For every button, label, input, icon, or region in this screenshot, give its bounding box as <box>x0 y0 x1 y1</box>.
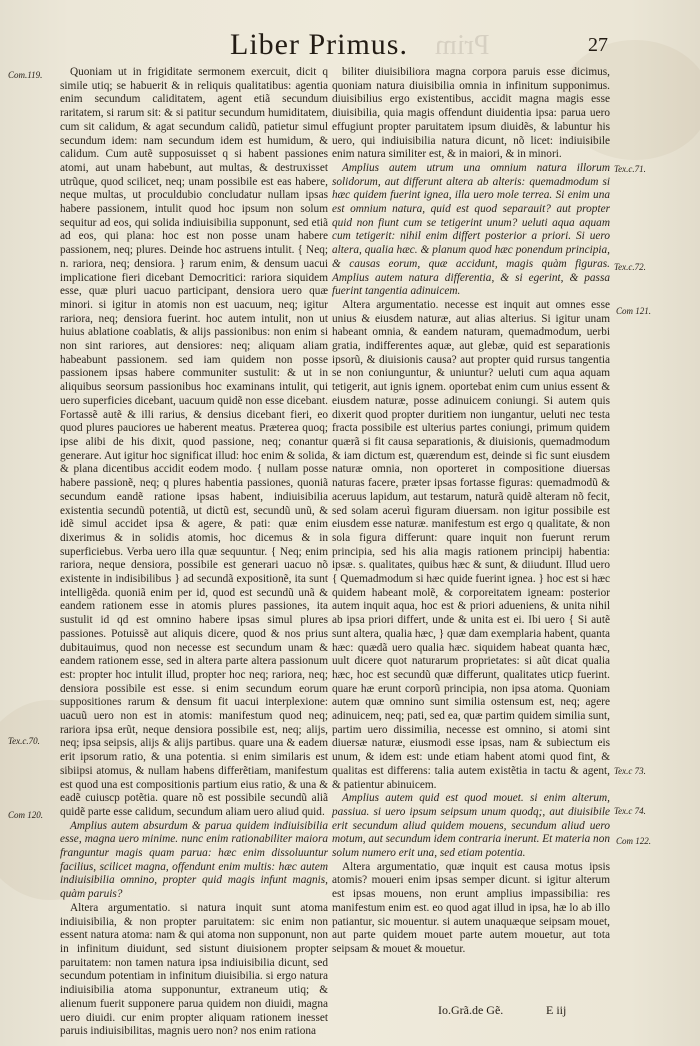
page-footer <box>438 1003 638 1023</box>
show-through-text: Prim <box>435 30 490 61</box>
left-text-column <box>60 66 328 1039</box>
page-title: Liber Primus. <box>230 28 408 61</box>
gathering-mark: E iij <box>546 1003 567 1017</box>
paragraph: Quoniam ut in frigiditate sermonem exercuit, dicit q simile utiq; se habuerit & in reliquis qualitatibus: agentia enim secundum caliditatem, agent etiã secundum raritatem, si rarum sit: & si patitur secundum humiditatem, cum sit calidum, & agat secundum calidũ, patietur simul secundum idem: nam secundum idem est humidum, & calidum. Cum autẽ supposuisset q si habent passiones atomi, aut unam habebunt, aut multas, & destruxisset utrũque, quod scilicet, neq; unam possibile est eas habere, neque multas, ut proculdubio concludatur nullam ipsas habere passionem, intulit quod hoc ipsum non solum sequitur ad eos, qui solida indiuisibilia supponunt, sed etiã ad eos, qui plana: hoc est non posse unam habere passionem, neq; plures. Deinde hoc astruens intulit. { Neq; n. rariora, neq; densiora. } rarum enim, & densum uacui implicatione fieri dicebant Democritici: rariora siquidem esse, quæ pluri uacuo participant, densiora uero quæ minori. si igitur in atomis non est uacuum, neq; igitur rariora, neq; densiora fuerint. hoc autem intulit, non ut huius ablatione coablatis, & alijs passionibus: non enim si non sint rariores, aut densiores: neq; aliquam aliam habeabunt passionem. sed iam quidem non posse passionem ipsas habere communiter sustulit: & ut in aliquibus seorsum passionibus hoc examinans intulit, qui uero superficies dicebant, uacuum quidẽ non esse dicebant. Fortassẽ autẽ & illi rarius, & densius dicebant fieri, eo quod plures pauciores ue haberent meatus. Præterea quoq; ipse alibi de his dixit, quod passione, neq; conantur generare. Aut igitur hoc significat illud: hoc enim & solida, & plana dicentibus accidit eodem modo. { nullam posse habere passionẽ, neq; q plures habentia passiones, quoniã secundum eandẽ ratione ipsas habent, indiuisibilia existentia secundũ potentiã, ut dictũ est, secundũ unũ, & idẽ simul accidet ipsa & agere, & pati: quæ enim dixerimus & in solidis atomis, hoc dicemus & in superficiebus. Verba uero illa quæ sequuntur. { Neq; enim rariora, neque densiora, possibile est generari uacuo nõ existente in indisibilibus } ad secundã expositionẽ, ita sunt intelligẽda. quoniã enim per id, quod est secundũ unã & eandem rationem esse in atomis plures passiones, ita sustulit id qd est omnino habere ipsas simul plures passiones. Potuissẽ aut aliquis dicere, quod & nos prius dubitauimus, quod non necesse est secundum unam & eandem rationem esse, sed in altera parte altera passionum est: propter hoc intulit illud, propter hoc neq; rariora, neq; densiora possibile est esse. si enim secundum eorum suppositiones rarum & densum fit uacui interplexione: uacuũ uero non est in atomis: manifestum quod neq; rariora ipsa erũt, neque densiora possibile est, neq; alijs, neq; ipsa seipsis, alijs & alijs partibus. quare una & eadem erit ipsorum ratio, & una potentia. si enim similaris est sibiipsi atomus, & nullam habens differẽtiam, manifestum est quod una est compositionis partium eius ratio, & una & eadẽ cuiuscp potẽtia. quare nõ est possibile secundũ aliã quidẽ parte esse calidum, secundum aliam uero aliud quid. <box>60 66 328 818</box>
page-number: 27 <box>588 34 608 56</box>
margin-note-commentary: Com 121. <box>616 306 652 316</box>
margin-note-text: Tex.c.71. <box>614 164 646 174</box>
margin-note-commentary: Com 122. <box>616 836 652 846</box>
running-header <box>230 28 630 68</box>
printer-signature: Io.Grã.de Gẽ. <box>438 1003 504 1017</box>
margin-note-text: Tex.c 73. <box>614 766 646 776</box>
paragraph: biliter diuisibiliora magna corpora paruis esse dicimus, quoniam natura diuisibilia omnia in infinitum supponimus. diuisibilius ergo existentibus, accidit magna magis esse diuisibilia, quia magis offendunt diuidentia ipsa: parua uero effugiunt propter paruitatem ipsum diuidẽs, & labuntur his uero, qui indiuisibilia natura dicunt, nõ licet: indiuisibile enim natura similiter est, & in maiori, & in minori. <box>332 66 610 161</box>
margin-note-text: Tex.c.72. <box>614 262 646 272</box>
margin-note-commentary: Com.119. <box>8 70 43 80</box>
margin-note-text: Tex.c 74. <box>614 806 646 816</box>
paragraph: Altera argumentatio. si natura inquit sunt atoma indiuisibilia, & non propter paruitatem: sic enim non essent natura atoma: nam & qui atoma non supponunt, non in infinitum diuidunt, sed sistunt diuisionem propter paruitatem: non tamen natura ipsa indiuisibilia dicunt, sed secundum potentiam in infinitum diuisibilia. si ergo natura indiuisibilia atoma supponuntur, extraneum utiq; & alienum fuerit supponere parua quidem non diuidi, magna uero diuidi. cur enim propter aliquam rationem inesset paruis indiuisibilitas, magnis uero non? nos enim rationa <box>60 901 328 1038</box>
margin-note-commentary: Com 120. <box>8 810 44 820</box>
paragraph: Amplius autem utrum una omnium natura illorum solidorum, aut differunt altera ab alteris: quemadmodum si hæc quidem fuerint ignea, illa uero mole terrea. Si enim una est omnium natura, quid est quod separauit? aut propter quid non fiunt cum se tetigerint unum? ueluti aqua aquam cum tetigerit: nihil enim differt posterior a priori. Si uero altera, qualia hæc. & planum quod hæc ponendum principia, & causas eorum, quæ accidunt, magis quàm figuras. Amplius autem natura differentia, & si egerint, & passa fuerint tangentia adinuicem. <box>332 161 610 298</box>
paragraph: Altera argumentatio. necesse est inquit aut omnes esse unius & eiusdem naturæ, aut alias alterius. Si igitur unam habeant omnia, & eandem naturam, quemadmodum, uerbi gratia, indifferentes aquæ, aut glebæ, quid est separationis ipsorũ, & diuisionis causa? aut propter quid rursus tangentia se non coniunguntur, & uniuntur? ueluti cum aqua aquam tetigerit, aut ignis ignem. oportebat enim cum unius essent & eiusdem naturæ, posse adinuicem coniungi. Si autem quis dixerit quod propter duritiem non iungantur, ueluti nec testa fracta possibile est ulterius partes coniungi, primum quidem quærã si fit causa separationis, & diuisionis, quemadmodum & iam dictum est, quærendum est, deinde si fic sunt eiusdem naturæ omnia, non oporteret in compositione diuersas naturas facere, præter ipsas fortasse figuras: quemadmodũ & aceruus lapidum, aut testarum, naturã quidẽ alteram nõ fecit, sed solam aceruì figuram diuersam. non igitur possibile est eiusdem esse naturæ. manifestum est ergo q qualitate, & non sola figura differunt: quare inquit non fuerunt rerum principia, sed his alia magis rationem principij habentia: ipsæ. s. qualitates, quibus hæc & sunt, & diiudunt. Illud uero { Quemadmodum si hæc quide fuerint ignea. } hoc est si hæc quidem habeant molẽ, & corporeitatem igneam: posterior autem inquit aqua, hoc est & priori adueniens, & unita nihil ab ipsa priori differt, unde & unita est ei. Ibi uero { Si autẽ sunt altera, qualia hæc, } quæ dam exemplaria habent, quanta hæc: quædã uero qualia hæc. siquidem habeat quanta hæc, uult dicere quot naturarum proprietates: si aũt dicat qualia hæc, hoc est secundũ quæ differunt, qualitates uticp fuerint. quare hæ erunt corporũ principia, non ipsa atoma. Quoniam autem quæ omnino sunt similia ostensum est, neq; agere adinuicem, neq; pati, sed ea, quæ partim quidem similia sunt, partim uero dissimilia, necesse est omnino, si atomi sint diuersæ naturæ, eiusmodi esse ipsas, nam & subiectum eis unum, & idem est: unde etiam habent atomi quod fint, & qualitas est differens: talia autem existẽtia in tactu & agent, & patientur abinuicem. <box>332 298 610 791</box>
right-text-column <box>332 66 610 957</box>
paragraph: Amplius autem absurdum & parua quidem indiuisibilia esse, magna uero minime. nunc enim rationabiliter maiora franguntur magis quam parua: hæc enim dissoluuntur facilius, scilicet magna, offendunt enim multis: hæc autem indiuisibilia omnino, propter quid magis infunt magnis, quàm paruis? <box>60 819 328 901</box>
paragraph: Amplius autem quid est quod mouet. si enim alterum, passiua. si uero ipsum seipsum unum quodq;, aut diuisibile erit secundum aliud quidem mouens, secundum aliud uero motum, aut secundum idem contraria inerunt. Et materia non solum numero erit una, sed etiam potentia. <box>332 792 611 860</box>
margin-note-text: Tex.c.70. <box>8 736 40 746</box>
paragraph: Altera argumentatio, quæ inquit est causa motus ipsis atomis? moueri enim ipsas semper dicunt. si igitur alterum est ipsas mouens, non erunt amplius impassibilia: res manifestum enim est. eo quod agat illud in ipsa, hæ lo ab illo patiantur, sic mouentur. si autem unaquæque seipsam mouet, aut parte quidem mouet parte autem mouetur, aut tota seipsam & mouet & mouetur. <box>332 860 610 955</box>
